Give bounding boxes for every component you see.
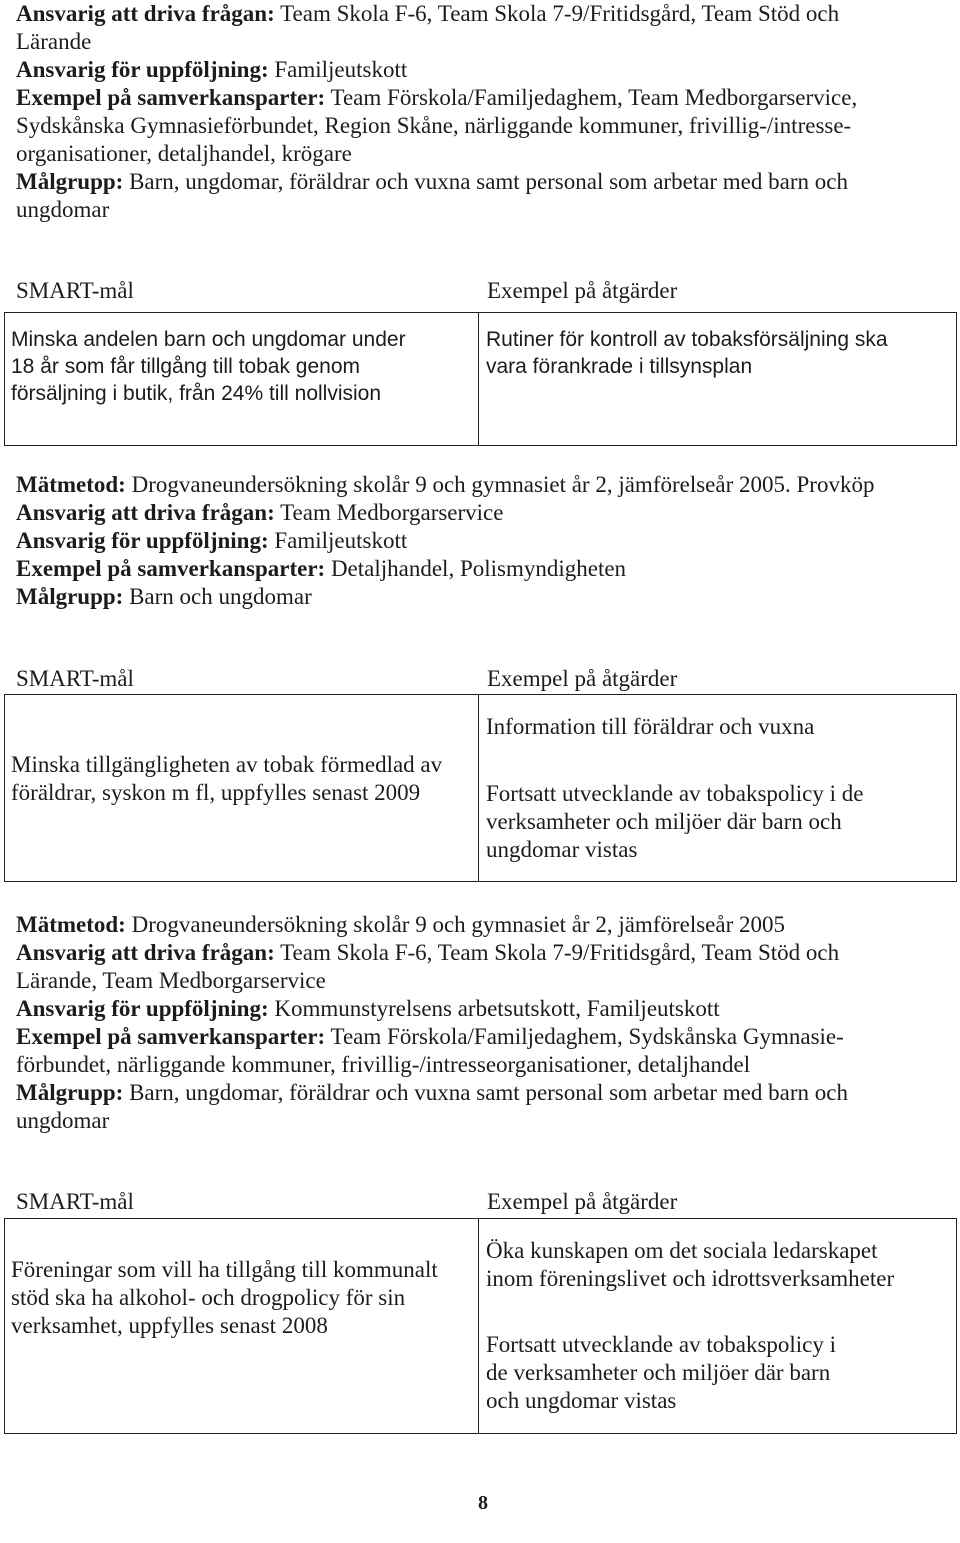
target-group-field-continued (16, 196, 857, 224)
followup-value: Familjeutskott (274, 57, 408, 82)
method-label: Mätmetod: (16, 912, 126, 937)
goal-text-line: föräldrar, syskon m fl, uppfylles senast 2009 (11, 780, 421, 805)
responsible-value: Team Medborgarservice (280, 500, 504, 525)
target-group-field (16, 583, 874, 611)
followup-field (16, 995, 848, 1023)
target-group-value: ungdomar (16, 1108, 110, 1133)
target-group-value: Barn, ungdomar, föräldrar och vuxna samt personal som arbetar med barn och (129, 1080, 848, 1105)
method-field (16, 911, 848, 939)
responsible-field-continued (16, 967, 848, 995)
goal-text-line: Minska tillgängligheten av tobak förmedlad av (11, 752, 443, 777)
column-divider (478, 1219, 479, 1433)
goal-table (4, 1218, 957, 1434)
target-group-field (16, 1079, 848, 1107)
method-value: Drogvaneundersökning skolår 9 och gymnasiet år 2, jämförelseår 2005. Provköp (131, 472, 875, 497)
action-text-line: Fortsatt utvecklande av tobakspolicy i de (486, 781, 864, 806)
smart-goal-header: SMART-mål (16, 666, 134, 691)
partners-field-continued (16, 112, 857, 140)
target-group-label: Målgrupp: (16, 1080, 124, 1105)
goal-text-line: Minska andelen barn och ungdomar under (11, 328, 406, 351)
method-value: Drogvaneundersökning skolår 9 och gymnasiet år 2, jämförelseår 2005 (131, 912, 786, 937)
action-text-line: inom föreningslivet och idrottsverksamheter (486, 1266, 895, 1291)
action-item (486, 713, 814, 741)
goal-text-line: stöd ska ha alkohol- och drogpolicy för sin (11, 1285, 406, 1310)
target-group-value: Barn, ungdomar, föräldrar och vuxna samt personal som arbetar med barn och (129, 169, 848, 194)
action-text-line: Öka kunskapen om det sociala ledarskapet (486, 1238, 878, 1263)
responsible-field (16, 939, 848, 967)
followup-field (16, 527, 874, 555)
action-item (486, 1331, 836, 1415)
partners-value: förbundet, närliggande kommuner, frivillig-/intresseorganisationer, detaljhandel (16, 1052, 751, 1077)
target-group-field (16, 168, 857, 196)
responsible-value: Team Skola F-6, Team Skola 7-9/Fritidsgård, Team Stöd och (280, 940, 840, 965)
column-divider (478, 313, 479, 445)
method-label: Mätmetod: (16, 472, 126, 497)
action-text-line: vara förankrade i tillsynsplan (486, 355, 753, 378)
partners-value: Sydskånska Gymnasieförbundet, Region Skåne, närliggande kommuner, frivillig-/intresse- (16, 113, 852, 138)
info-block (16, 911, 848, 1135)
partners-label: Exempel på samverkansparter: (16, 85, 326, 110)
action-item (486, 326, 888, 380)
goal-cell (11, 326, 406, 407)
goal-text-line: försäljning i butik, från 24% till nollvision (11, 382, 382, 405)
responsible-value: Team Skola F-6, Team Skola 7-9/Fritidsgård, Team Stöd och (280, 1, 840, 26)
responsible-value: Lärande (16, 29, 92, 54)
goal-cell (11, 751, 442, 807)
responsible-field (16, 499, 874, 527)
target-group-label: Målgrupp: (16, 169, 124, 194)
partners-field (16, 84, 857, 112)
partners-field (16, 555, 874, 583)
action-text-line: ungdomar vistas (486, 837, 638, 862)
target-group-label: Målgrupp: (16, 584, 124, 609)
page-number: 8 (478, 1492, 488, 1514)
action-text-line: verksamheter och miljöer där barn och (486, 809, 842, 834)
followup-label: Ansvarig för uppföljning: (16, 57, 269, 82)
goal-table (4, 694, 957, 882)
action-text-line: Rutiner för kontroll av tobaksförsäljning ska (486, 328, 888, 351)
responsible-label: Ansvarig att driva frågan: (16, 940, 275, 965)
column-divider (478, 695, 479, 881)
action-item (486, 1237, 894, 1293)
partners-value: organisationer, detaljhandel, krögare (16, 141, 352, 166)
goal-text-line: 18 år som får tillgång till tobak genom (11, 355, 361, 378)
responsible-label: Ansvarig att driva frågan: (16, 500, 275, 525)
action-text-line: och ungdomar vistas (486, 1388, 677, 1413)
followup-label: Ansvarig för uppföljning: (16, 528, 269, 553)
smart-goal-header: SMART-mål (16, 278, 134, 303)
action-text-line: Information till föräldrar och vuxna (486, 714, 815, 739)
followup-value: Familjeutskott (274, 528, 408, 553)
action-text-line: Fortsatt utvecklande av tobakspolicy i (486, 1332, 837, 1357)
responsible-field (16, 0, 857, 28)
actions-header: Exempel på åtgärder (487, 666, 678, 691)
action-item (486, 780, 864, 864)
info-block (16, 0, 857, 224)
partners-value: Team Förskola/Familjedaghem, Team Medborgarservice, (330, 85, 858, 110)
goal-text-line: Föreningar som vill ha tillgång till kommunalt (11, 1257, 438, 1282)
followup-value: Kommunstyrelsens arbetsutskott, Familjeutskott (274, 996, 720, 1021)
followup-field (16, 56, 857, 84)
target-group-field-continued (16, 1107, 848, 1135)
partners-field (16, 1023, 848, 1051)
target-group-value: Barn och ungdomar (129, 584, 312, 609)
action-text-line: de verksamheter och miljöer där barn (486, 1360, 831, 1385)
partners-label: Exempel på samverkansparter: (16, 1024, 326, 1049)
responsible-field-continued (16, 28, 857, 56)
followup-label: Ansvarig för uppföljning: (16, 996, 269, 1021)
method-field (16, 471, 874, 499)
actions-header: Exempel på åtgärder (487, 1189, 678, 1214)
goal-table (4, 312, 957, 446)
partners-field-continued (16, 140, 857, 168)
responsible-value: Lärande, Team Medborgarservice (16, 968, 326, 993)
partners-value: Detaljhandel, Polismyndigheten (330, 556, 627, 581)
smart-goal-header: SMART-mål (16, 1189, 134, 1214)
goal-cell (11, 1256, 438, 1340)
partners-value: Team Förskola/Familjedaghem, Sydskånska Gymnasie- (330, 1024, 844, 1049)
goal-text-line: verksamhet, uppfylles senast 2008 (11, 1313, 328, 1338)
actions-header: Exempel på åtgärder (487, 278, 678, 303)
responsible-label: Ansvarig att driva frågan: (16, 1, 275, 26)
target-group-value: ungdomar (16, 197, 110, 222)
partners-label: Exempel på samverkansparter: (16, 556, 326, 581)
info-block (16, 471, 874, 611)
partners-field-continued (16, 1051, 848, 1079)
